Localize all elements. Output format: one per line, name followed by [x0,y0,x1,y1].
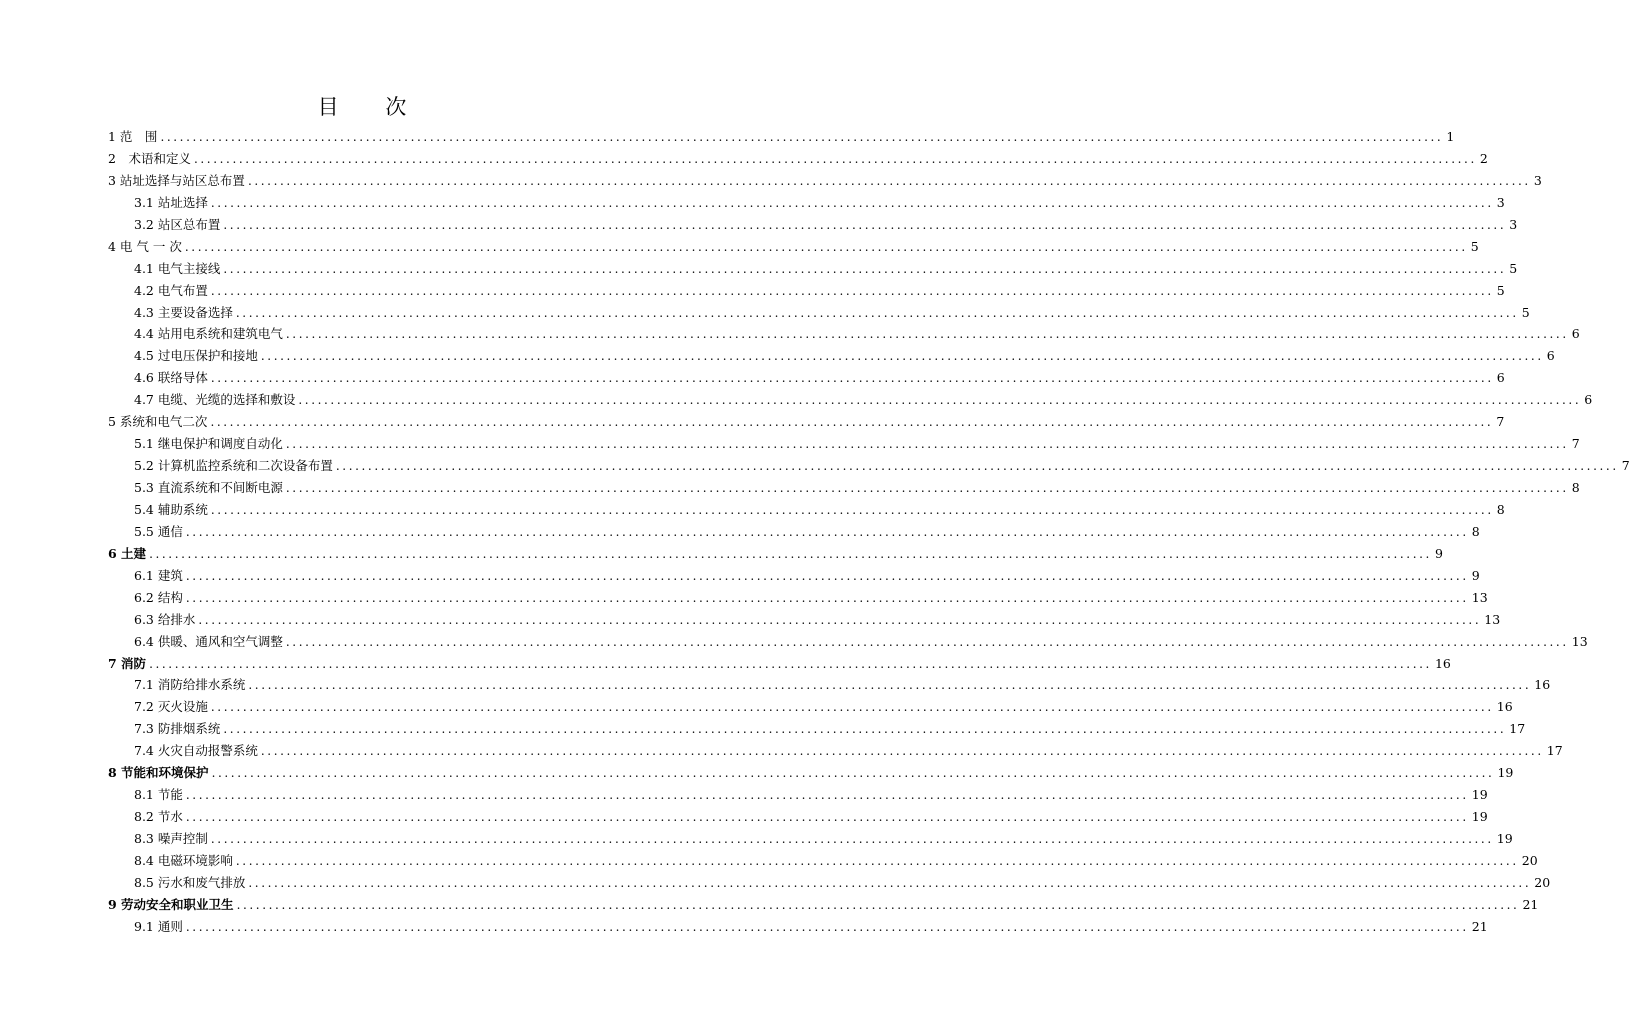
toc-entry-label: 7.3 防排烟系统 [134,721,221,737]
toc-page-number: 21 [1471,918,1488,934]
toc-subsection-entry[interactable] [108,850,1538,872]
toc-subsection-entry[interactable] [108,696,1513,718]
toc-section-entry[interactable] [108,653,1451,675]
toc-subsection-entry[interactable] [108,565,1480,587]
toc-leader-dots: ........................................................................................................................................................................................................ [223,722,1507,737]
toc-page-number: 20 [1521,852,1538,868]
toc-subsection-entry[interactable] [108,806,1488,828]
toc-entry-label: 4.1 电气主接线 [134,260,221,276]
toc-section-entry[interactable] [108,762,1514,784]
toc-leader-dots: ........................................................................................................................................................................................................ [210,832,1494,846]
toc-subsection-entry[interactable] [108,258,1518,280]
toc-leader-dots: ........................................................................................................................................................................................................ [247,173,1531,188]
toc-page-number: 17 [1509,721,1526,737]
toc-subsection-entry[interactable] [108,784,1488,806]
toc-entry-label: 5 系统和电气二次 [108,414,208,430]
toc-subsection-entry[interactable] [108,828,1513,850]
toc-subsection-entry[interactable] [108,367,1505,389]
toc-subsection-entry[interactable] [108,455,1630,477]
toc-page-number: 16 [1534,677,1551,693]
toc-page-number: 6 [1571,326,1580,342]
toc-page-number: 16 [1434,655,1451,671]
toc-page-number: 5 [1509,260,1518,276]
toc-leader-dots: ........................................................................................................................................................................................................ [149,656,1432,671]
toc-leader-dots: ........................................................................................................................................................................................................ [285,437,1569,452]
toc-entry-label: 6.2 结构 [134,589,183,605]
toc-entry-label: 1 范 围 [108,129,158,144]
toc-entry-label: 7.2 灭火设施 [134,699,208,715]
toc-entry-label: 8.3 噪声控制 [134,831,208,846]
toc-leader-dots: ........................................................................................................................................................................................................ [198,612,1482,627]
toc-entry-label: 5.2 计算机监控系统和二次设备布置 [134,458,333,474]
toc-page-number: 7 [1571,436,1580,452]
toc-entry-label: 7.1 消防给排水系统 [134,677,246,693]
toc-entry-label: 6.3 给排水 [134,611,196,627]
toc-subsection-entry[interactable] [108,521,1480,543]
toc-leader-dots: ........................................................................................................................................................................................................ [210,195,1494,210]
toc-page-number: 21 [1522,896,1539,912]
toc-entry-label: 4.3 主要设备选择 [134,304,233,320]
toc-page-number: 13 [1571,633,1588,649]
toc-entry-label: 6 土建 [108,545,147,561]
toc-leader-dots: ........................................................................................................................................................................................................ [298,393,1582,408]
toc-leader-dots: ........................................................................................................................................................................................................ [185,919,1469,934]
toc-entry-label: 3.2 站区总布置 [134,216,221,232]
toc-page-number: 7 [1496,414,1505,430]
toc-leader-dots: ........................................................................................................................................................................................................ [149,546,1432,561]
toc-entry-label: 2 术语和定义 [108,150,191,166]
toc-page-number: 13 [1471,589,1488,605]
toc-entry-label: 5.1 继电保护和调度自动化 [134,436,283,452]
toc-entry-label: 4.2 电气布置 [134,282,208,298]
toc-title: 目 次 [317,95,427,119]
toc-page-number: 9 [1434,545,1443,561]
toc-page-number: 19 [1471,787,1488,803]
toc-entry-label: 8.2 节水 [134,809,183,825]
toc-entry-label: 8.5 污水和废气排放 [134,874,246,890]
toc-leader-dots: ........................................................................................................................................................................................................ [185,524,1469,539]
toc-page-number: 8 [1471,523,1480,539]
toc-page-number: 19 [1497,765,1514,781]
toc-page-number: 3 [1496,194,1505,210]
toc-subsection-entry[interactable] [108,499,1505,521]
toc-entry-label: 7 消防 [108,655,147,671]
toc-page-number: 5 [1496,282,1505,298]
toc-leader-dots: ........................................................................................................................................................................................................ [285,634,1569,649]
toc-page-number: 3 [1509,216,1518,232]
toc-entry-label: 5.3 直流系统和不间断电源 [134,480,283,495]
toc-subsection-entry[interactable] [108,192,1505,214]
toc-section-entry[interactable] [108,543,1443,565]
toc-leader-dots: ........................................................................................................................................................................................................ [235,853,1519,868]
toc-subsection-entry[interactable] [108,477,1580,499]
toc-entry-label: 8.1 节能 [134,787,183,803]
toc-page-number: 1 [1446,129,1455,144]
toc-subsection-entry[interactable] [108,345,1555,367]
toc-page-number: 2 [1479,150,1488,166]
toc-subsection-entry[interactable] [108,302,1530,324]
toc-leader-dots: ........................................................................................................................................................................................................ [248,875,1532,890]
toc-page-number: 6 [1496,370,1505,386]
toc-leader-dots: ........................................................................................................................................................................................................ [236,897,1520,912]
toc-leader-dots: ........................................................................................................................................................................................................ [210,502,1494,517]
toc-page-number: 3 [1533,172,1542,188]
toc-entry-label: 4.5 过电压保护和接地 [134,348,258,364]
toc-entry-label: 4.7 电缆、光缆的选择和敷设 [134,392,296,408]
toc-entry-label: 9 劳动安全和职业卫生 [108,896,234,912]
toc-section-entry[interactable] [108,411,1505,433]
toc-page-number: 9 [1471,567,1480,583]
toc-leader-dots: ........................................................................................................................................................................................................ [185,810,1469,825]
toc-page-number: 8 [1496,501,1505,517]
toc-entry-label: 6.1 建筑 [134,567,183,583]
toc-page-number: 16 [1496,699,1513,715]
toc-leader-dots: ........................................................................................................................................................................................................ [210,283,1494,298]
toc-page-number: 13 [1484,611,1501,627]
toc-entry-label: 3 站址选择与站区总布置 [108,172,245,188]
toc-subsection-entry[interactable] [108,323,1580,345]
toc-subsection-entry[interactable] [108,916,1488,938]
toc-subsection-entry[interactable] [108,587,1488,609]
toc-leader-dots: ........................................................................................................................................................................................................ [193,151,1477,166]
toc-subsection-entry[interactable] [108,609,1501,631]
toc-leader-dots: ........................................................................................................................................................................................................ [335,459,1619,474]
toc-page-number: 5 [1470,238,1479,254]
toc-subsection-entry[interactable] [108,280,1505,302]
toc-page-number: 20 [1534,874,1551,890]
toc-subsection-entry[interactable] [108,214,1518,236]
toc-section-entry[interactable] [108,236,1479,258]
toc-leader-dots: ........................................................................................................................................................................................................ [210,700,1494,715]
toc-entry-label: 5.5 通信 [134,523,183,539]
toc-subsection-entry[interactable] [108,389,1593,411]
toc-entry-label: 8.4 电磁环境影响 [134,852,233,868]
toc-subsection-entry[interactable] [108,872,1551,894]
toc-leader-dots: ........................................................................................................................................................................................................ [260,349,1544,364]
toc-leader-dots: ........................................................................................................................................................................................................ [185,788,1469,803]
toc-entry-label: 8 节能和环境保护 [108,765,209,781]
toc-leader-dots: ........................................................................................................................................................................................................ [210,371,1494,386]
toc-entry-label: 4.6 联络导体 [134,370,208,386]
toc-leader-dots: ........................................................................................................................................................................................................ [235,305,1519,320]
toc-page-number: 17 [1546,743,1563,759]
toc-section-entry[interactable] [108,894,1539,916]
toc-leader-dots: ........................................................................................................................................................................................................ [260,744,1544,759]
toc-page-number: 6 [1584,392,1593,408]
toc-subsection-entry[interactable] [108,674,1551,696]
toc-leader-dots: ........................................................................................................................................................................................................ [185,590,1469,605]
toc-leader-dots: ........................................................................................................................................................................................................ [185,568,1469,583]
toc-entry-label: 9.1 通则 [134,918,183,934]
toc-entry-label: 6.4 供暖、通风和空气调整 [134,633,283,649]
toc-entry-label: 4 电 气 一 次 [108,238,182,254]
toc-leader-dots: ........................................................................................................................................................................................................ [248,678,1532,693]
toc-page-number: 6 [1546,348,1555,364]
toc-leader-dots: ........................................................................................................................................................................................................ [285,327,1569,342]
toc-page-number: 19 [1496,831,1513,846]
toc-subsection-entry[interactable] [108,631,1588,653]
toc-section-entry[interactable] [108,148,1488,170]
toc-subsection-entry[interactable] [108,718,1526,740]
toc-page-number: 8 [1571,480,1580,495]
toc-leader-dots: ........................................................................................................................................................................................................ [210,415,1494,430]
toc-entry-label: 4.4 站用电系统和建筑电气 [134,326,283,342]
toc-list [108,126,1630,938]
toc-page-number: 7 [1621,458,1630,474]
toc-leader-dots: ........................................................................................................................................................................................................ [223,217,1507,232]
toc-subsection-entry[interactable] [108,433,1580,455]
toc-leader-dots: ........................................................................................................................................................................................................ [285,481,1569,495]
toc-entry-label: 3.1 站址选择 [134,194,208,210]
toc-section-entry[interactable] [108,170,1542,192]
toc-entry-label: 5.4 辅助系统 [134,501,208,517]
toc-leader-dots: ........................................................................................................................................................................................................ [211,766,1495,781]
toc-section-entry[interactable] [108,126,1455,148]
toc-page-number: 5 [1521,304,1530,320]
toc-leader-dots: ........................................................................................................................................................................................................ [223,261,1507,276]
toc-subsection-entry[interactable] [108,740,1563,762]
toc-leader-dots: ........................................................................................................................................................................................................ [160,130,1444,144]
toc-entry-label: 7.4 火灾自动报警系统 [134,743,258,759]
toc-page-number: 19 [1471,809,1488,825]
toc-leader-dots: ........................................................................................................................................................................................................ [184,239,1468,254]
